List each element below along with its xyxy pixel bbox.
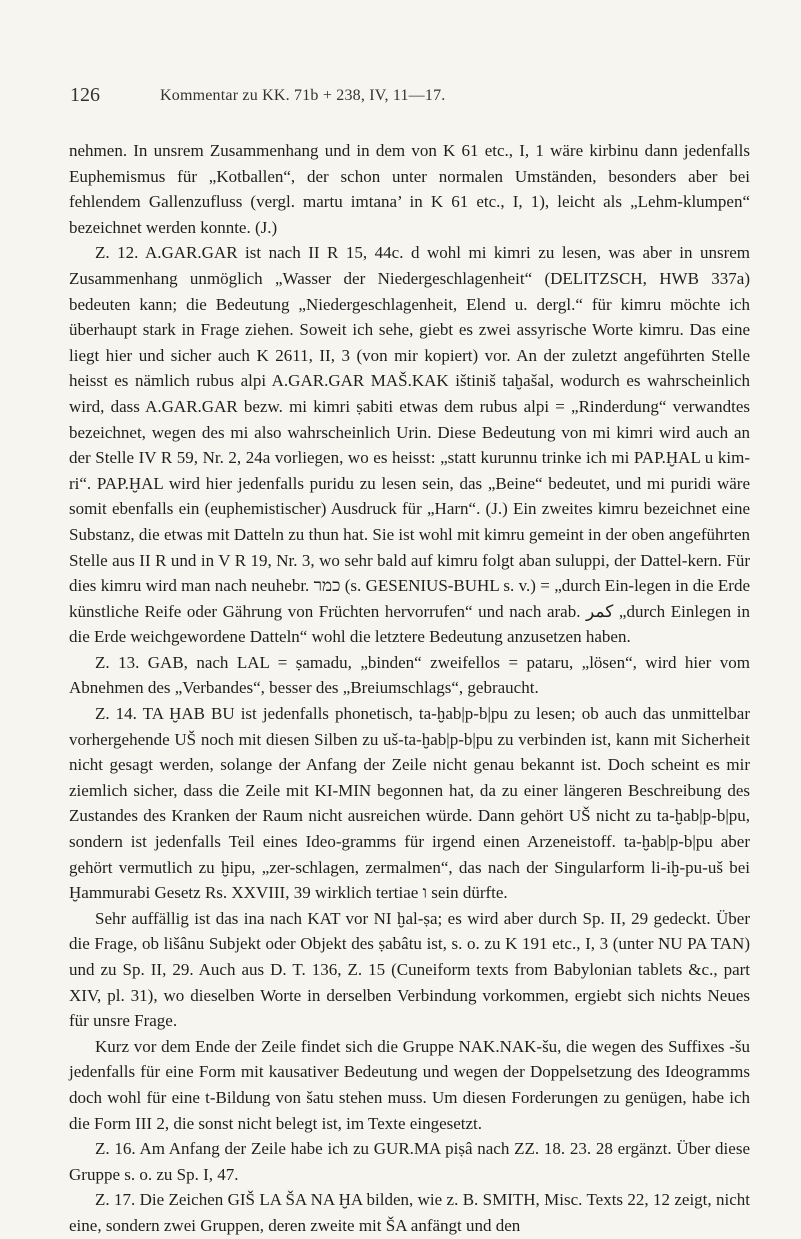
paragraph-z14: Z. 14. TA ḪAB BU ist jedenfalls phonetisch, ta-ḫab|p-b|pu zu lesen; ob auch das unmittelbar vorhergehende UŠ noch mit diesen Silben zu uš-ta-ḫab|p-b|pu zu verbinden ist, kann mit Sicherheit nicht gesagt werden, solange der Anfang der Zeile nicht genau bekannt ist. Doch scheint es mir ziemlich sicher, dass die Zeile mit KI-MIN begonnen hat, da zu einer längeren Beschreibung des Zustandes des Kranken der Raum nicht ausreichen würde. Dann gehört UŠ nicht zu ta-ḫab|p-b|pu, sondern ist jedenfalls Teil eines Ideo-gramms für irgend einen Arzeneistoff. ta-ḫab|p-b|pu aber gehört vermutlich zu ḫipu, „zer-schlagen, zermalmen“, das nach der Singularform li-iḫ-pu-uš bei Ḫammurabi Gesetz Rs. XXVIII, 39 wirklich tertiae ו sein dürfte. <box>69 704 750 903</box>
page-number: 126 <box>70 84 100 106</box>
running-head: Kommentar zu KK. 71b + 238, IV, 11—17. <box>160 87 446 104</box>
paragraph-z13: Z. 13. GAB, nach LAL = ṣamadu, „binden“ zweifellos = pataru, „lösen“, wird hier vom Abnehmen des „Verbandes“, besser des „Breiumschlags“, gebraucht. <box>69 652 750 698</box>
paragraph-ina: Sehr auffällig ist das ina nach KAT vor NI ḫal-ṣa; es wird aber durch Sp. II, 29 gedeckt. Über die Frage, ob lišânu Subjekt oder Objekt des ṣabâtu ist, s. o. zu K 191 etc., I, 3 (unter NU PA TAN) und zu Sp. II, 29. Auch aus D. T. 136, Z. 15 (Cuneiform texts from Babylonian tablets &c., part XIV, pl. 31), wo dieselben Worte in derselben Verbindung vorkommen, ergiebt sich nichts Neues für unsre Frage. <box>69 908 750 1031</box>
paragraph-z17: Z. 17. Die Zeichen GIŠ LA ŠA NA ḪA bilden, wie z. B. SMITH, Misc. Texts 22, 12 zeigt, nicht eine, sondern zwei Gruppen, deren zweite mit ŠA anfängt und den <box>69 1190 750 1235</box>
paragraph-1: nehmen. In unsrem Zusammenhang und in dem von K 61 etc., I, 1 wäre kirbinu dann jedenfalls Euphemismus für „Kotballen“, der schon unter normalen Umständen, besonders aber bei fehlendem Gallenzufluss (vergl. martu imtana’ in K 61 etc., I, 1), leicht als „Lehm-klumpen“ bezeichnet werden konnte. (J.) <box>69 141 750 237</box>
body-text <box>69 138 750 1239</box>
paragraph-z16: Z. 16. Am Anfang der Zeile habe ich zu GUR.MA piṣâ nach ZZ. 18. 23. 28 ergänzt. Über diese Gruppe s. o. zu Sp. I, 47. <box>69 1139 750 1184</box>
paragraph-nak: Kurz vor dem Ende der Zeile findet sich die Gruppe NAK.NAK-šu, die wegen des Suffixes -šu jedenfalls für eine Form mit kausativer Bedeutung und wegen der Doppelsetzung des Ideogramms doch wohl für eine t-Bildung von šatu stehen muss. Um diesen Forderungen zu genügen, habe ich die Form III 2, die sonst nicht belegt ist, im Texte eingesetzt. <box>69 1036 750 1133</box>
paragraph-z12: Z. 12. A.GAR.GAR ist nach II R 15, 44c. d wohl mi kimri zu lesen, was aber in unsrem Zusammenhang unmöglich „Wasser der Niedergeschlagenheit“ (DELITZSCH, HWB 337a) bedeuten kann; die Bedeutung „Niedergeschlagenheit, Elend u. dergl.“ für kimru möchte ich überhaupt stark in Frage ziehen. Soweit ich sehe, giebt es zwei assyrische Worte kimru. Das eine liegt hier und sicher auch K 2611, II, 3 (von mir kopiert) vor. An der zuletzt angeführten Stelle heisst es nämlich rubus alpi A.GAR.GAR MAŠ.KAK ištiniš taḫašal, wodurch es wahrscheinlich wird, dass A.GAR.GAR bezw. mi kimri ṣabiti etwas dem rubus alpi = „Rinderdung“ verwandtes bezeichnet, wegen des mi also wahrscheinlich Urin. Diese Bedeutung von mi kimri wird auch an der Stelle IV R 59, Nr. 2, 24a vorliegen, wo es heisst: „statt kurunnu trinke ich mi PAP.ḪAL u kim-ri“. PAP.ḪAL wird hier jedenfalls puridu zu lesen sein, das „Beine“ bedeutet, und mi puridi wäre somit ebenfalls ein (euphemistischer) Ausdruck für „Harn“. (J.) Ein zweites kimru bezeichnet eine Substanz, die etwas mit Datteln zu thun hat. Sie ist wohl mit kimru gemeint in der oben angeführten Stelle aus II R und in V R 19, Nr. 3, wo sehr bald auf kimru folgt aban suluppi, der Dattel-kern. Für dies kimru wird man nach neuhebr. כמר (s. GESENIUS-BUHL s. v.) = „durch Ein-legen in die Erde künstliche Reife oder Gährung von Früchten hervorrufen“ und nach arab. كمر „durch Einlegen in die Erde weichgewordene Datteln“ wohl die letztere Bedeutung anzusetzen haben. <box>69 243 750 647</box>
